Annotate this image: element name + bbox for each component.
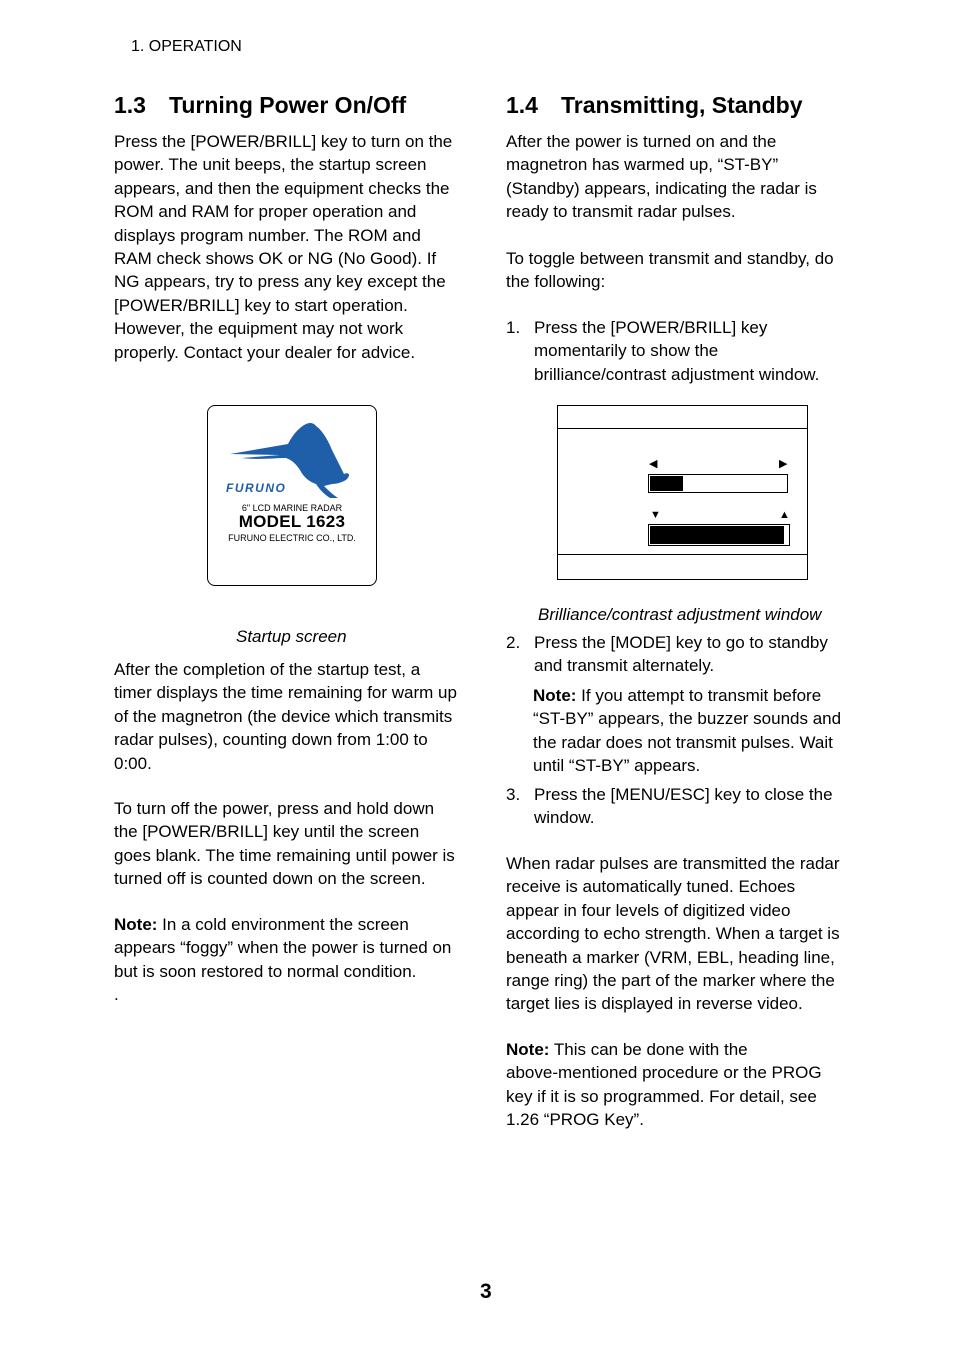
startup-company: FURUNO ELECTRIC CO., LTD. xyxy=(228,533,356,543)
brilliance-increase-icon: ▶ xyxy=(779,458,788,470)
startup-subtitle: 6" LCD MARINE RADAR xyxy=(241,503,343,513)
text-line: the radar does not transmit pulses. Wait xyxy=(533,732,833,752)
text-line: 0:00. xyxy=(114,753,152,773)
text-line: [POWER/BRILL] key to start operation. xyxy=(114,295,408,315)
section-heading-1-3 xyxy=(114,92,476,119)
contrast-increase-icon: ▲ xyxy=(779,509,790,521)
stray-dot: . xyxy=(114,985,119,1005)
text-line: To turn off the power, press and hold down xyxy=(114,799,435,818)
note-first-line xyxy=(506,1038,858,1061)
standby-intro-paragraph xyxy=(506,130,858,224)
running-head: 1. OPERATION xyxy=(131,38,242,55)
section-number: 1.4 xyxy=(506,92,538,118)
brilliance-bar xyxy=(648,474,788,493)
step-text xyxy=(534,316,819,386)
text-line: until “ST-BY” appears. xyxy=(533,756,701,776)
text-line: key if it is so programmed. For detail, see xyxy=(506,1086,817,1106)
window-status-bar xyxy=(558,554,807,580)
note-text: In a cold environment the screen xyxy=(157,915,409,934)
text-line: RAM check shows OK or NG (No Good). If xyxy=(114,249,437,269)
toggle-intro-paragraph xyxy=(506,247,858,294)
text-line: window. xyxy=(534,808,595,828)
brilliance-contrast-window xyxy=(557,405,808,580)
text-line: After the completion of the startup test, a xyxy=(114,660,421,679)
step-text xyxy=(534,783,833,830)
startup-model: MODEL 1623 xyxy=(238,512,346,531)
text-line: brilliance/contrast adjustment window. xyxy=(534,364,820,384)
furuno-logo xyxy=(226,482,308,494)
text-line: properly. Contact your dealer for advice. xyxy=(114,342,416,362)
text-line: but is soon restored to normal condition. xyxy=(114,961,417,981)
echo-tuning-paragraph xyxy=(506,852,858,1016)
logo-text: FURUNO xyxy=(226,482,287,494)
text-line: When radar pulses are transmitted the radar xyxy=(506,854,840,873)
text-line: power. The unit beeps, the startup screen xyxy=(114,155,427,175)
power-on-paragraph xyxy=(114,130,476,364)
text-line: goes blank. The time remaining until power is xyxy=(114,845,455,865)
contrast-bar xyxy=(648,524,790,546)
warmup-paragraph xyxy=(114,658,476,775)
text-line: radar pulses), counting down from 1:00 to xyxy=(114,730,428,750)
text-line: target lies is displayed in reverse video. xyxy=(506,994,803,1014)
text-line: ready to transmit radar pulses. xyxy=(506,202,736,222)
text-line: momentarily to show the xyxy=(534,341,719,361)
text-line: 1.26 “PROG Key”. xyxy=(506,1110,644,1130)
text-line: magnetron has warmed up, “ST-BY” xyxy=(506,155,779,175)
step-text xyxy=(534,631,828,678)
step-1 xyxy=(506,316,858,388)
text-line: appears, and then the equipment checks the xyxy=(114,178,450,198)
contrast-level-fill xyxy=(650,526,784,544)
text-line: and transmit alternately. xyxy=(534,656,715,676)
section-title: Turning Power On/Off xyxy=(169,92,407,118)
text-line: displays program number. The ROM and xyxy=(114,225,421,245)
note-label: Note: xyxy=(114,915,158,934)
step-number: 2. xyxy=(506,633,521,652)
text-line: receive is automatically tuned. Echoes xyxy=(506,877,796,897)
window-title-bar xyxy=(558,406,807,429)
page-number: 3 xyxy=(480,1280,492,1303)
text-line: Press the [MENU/ESC] key to close the xyxy=(534,785,833,804)
text-line: of the magnetron (the device which transmits xyxy=(114,706,453,726)
text-line: above-mentioned procedure or the PROG xyxy=(506,1063,822,1083)
note-label: Note: xyxy=(506,1040,550,1059)
note-label: Note: xyxy=(533,686,577,705)
text-line: ROM and RAM for proper operation and xyxy=(114,202,417,222)
text-line: the following: xyxy=(506,272,606,292)
text-line: beneath a marker (VRM, EBL, heading line, xyxy=(506,947,835,967)
section-number: 1.3 xyxy=(114,92,146,118)
note-first-line xyxy=(533,684,863,707)
power-off-paragraph xyxy=(114,797,476,891)
step-number: 3. xyxy=(506,785,521,804)
startup-screen-caption: Startup screen xyxy=(236,627,347,646)
text-line: timer displays the time remaining for warm up xyxy=(114,683,457,703)
brilliance-decrease-icon: ◀ xyxy=(649,458,658,470)
text-line: Press the [MODE] key to go to standby xyxy=(534,633,828,652)
step-number: 1. xyxy=(506,318,521,337)
brilliance-level-fill xyxy=(650,476,683,491)
text-line: Press the [POWER/BRILL] key xyxy=(534,318,768,337)
startup-screen-illustration xyxy=(207,405,377,586)
step-2-note xyxy=(533,684,863,778)
prog-key-note xyxy=(506,1038,858,1132)
step-3 xyxy=(506,783,858,831)
section-heading-1-4 xyxy=(506,92,858,119)
text-line: However, the equipment may not work xyxy=(114,319,404,339)
note-text: If you attempt to transmit before xyxy=(576,686,822,705)
section-title: Transmitting, Standby xyxy=(561,92,803,118)
text-line: (Standby) appears, indicating the radar is xyxy=(506,178,817,198)
text-line: according to echo strength. When a target is xyxy=(506,924,840,944)
step-2 xyxy=(506,631,858,679)
text-line: “ST-BY” appears, the buzzer sounds and xyxy=(533,709,842,729)
text-line: the [POWER/BRILL] key until the screen xyxy=(114,822,420,842)
contrast-decrease-icon: ▼ xyxy=(650,509,661,521)
text-line: After the power is turned on and the xyxy=(506,132,777,151)
text-line: range ring) the part of the marker where the xyxy=(506,971,835,991)
note-first-line xyxy=(114,913,476,936)
text-line: NG appears, try to press any key except the xyxy=(114,272,446,292)
text-line: appear in four levels of digitized video xyxy=(506,900,791,920)
text-line: turned off is counted down on the screen. xyxy=(114,869,426,889)
cold-environment-note xyxy=(114,913,476,1007)
brilliance-window-caption: Brilliance/contrast adjustment window xyxy=(538,605,822,624)
text-line: appears “foggy” when the power is turned on xyxy=(114,938,452,958)
text-line: Press the [POWER/BRILL] key to turn on the xyxy=(114,132,453,151)
note-text: This can be done with the xyxy=(549,1040,748,1059)
text-line: To toggle between transmit and standby, do xyxy=(506,249,834,268)
